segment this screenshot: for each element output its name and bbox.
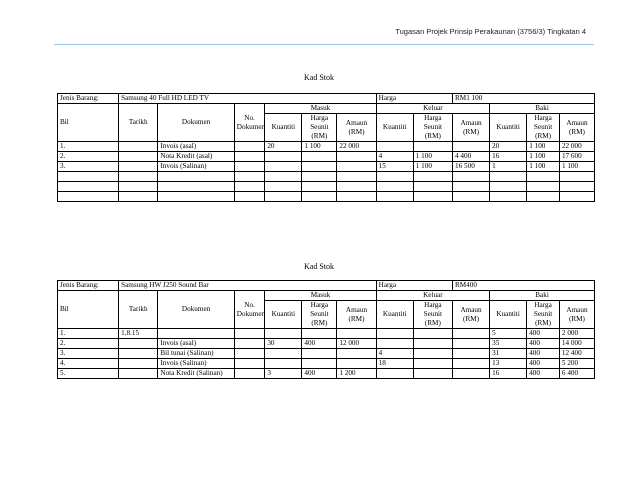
table-cell	[265, 182, 302, 192]
col-header-no-dokumen: No. Dokumen	[234, 291, 265, 329]
table-cell: 17 600	[559, 152, 594, 162]
table-cell: Invois (Salinan)	[158, 359, 234, 369]
table-cell	[453, 339, 490, 349]
table-cell: 2.	[58, 339, 119, 349]
table-cell: 4	[376, 349, 413, 359]
table-cell	[265, 152, 302, 162]
table-cell	[453, 359, 490, 369]
col-header-kuantiti: Kuantiti	[265, 114, 302, 142]
table-cell	[119, 192, 158, 202]
table-cell: 12 000	[337, 339, 376, 349]
table-cell	[302, 172, 337, 182]
table-cell	[376, 329, 413, 339]
col-header-kuantiti: Kuantiti	[265, 301, 302, 329]
table-cell	[559, 182, 594, 192]
document-header: Tugasan Projek Prinsip Perakaunan (3756/3) Tingkatan 4	[395, 27, 586, 36]
table-cell	[490, 192, 527, 202]
table-cell	[337, 192, 376, 202]
table-cell	[265, 329, 302, 339]
table-cell	[490, 182, 527, 192]
table-cell	[302, 329, 337, 339]
table-cell	[337, 172, 376, 182]
col-header-harga-seunit: Harga Seunit (RM)	[413, 114, 452, 142]
table-cell: 5	[490, 329, 527, 339]
table-cell: 20	[490, 142, 527, 152]
table-cell: 4	[376, 152, 413, 162]
col-header-amaun: Amaun (RM)	[559, 114, 594, 142]
table-cell: 400	[527, 359, 560, 369]
table-cell	[119, 182, 158, 192]
table-row	[58, 339, 595, 349]
table-cell	[527, 182, 560, 192]
item-info-row	[58, 281, 595, 291]
table-cell: 1.	[58, 142, 119, 152]
table-cell: 14 000	[559, 339, 594, 349]
col-header-kuantiti: Kuantiti	[490, 301, 527, 329]
table-cell	[265, 192, 302, 202]
table-cell	[234, 349, 265, 359]
col-header-amaun: Amaun (RM)	[453, 114, 490, 142]
table-cell	[234, 329, 265, 339]
col-header-harga-seunit: Harga Seunit (RM)	[302, 114, 337, 142]
table-cell	[413, 349, 452, 359]
table-cell	[413, 142, 452, 152]
table-cell: 15	[376, 162, 413, 172]
table-cell: 1 200	[337, 369, 376, 379]
table-cell: Invois (Salinan)	[158, 162, 234, 172]
table-cell	[559, 192, 594, 202]
table-cell	[490, 172, 527, 182]
table-cell	[265, 172, 302, 182]
table-row	[58, 142, 595, 152]
item-info-row	[58, 94, 595, 104]
table-cell	[413, 369, 452, 379]
table-cell: 20	[265, 142, 302, 152]
table-cell	[119, 359, 158, 369]
table-cell	[527, 192, 560, 202]
table-cell: 1 100	[302, 142, 337, 152]
table-cell: 1 100	[413, 162, 452, 172]
table-cell	[453, 349, 490, 359]
harga-label: Harga	[376, 94, 452, 104]
table-cell	[337, 329, 376, 339]
table-cell: 2.	[58, 152, 119, 162]
group-header-row	[58, 291, 595, 301]
card-title: Kad Stok	[304, 262, 334, 271]
group-header-row	[58, 104, 595, 114]
table-cell	[265, 162, 302, 172]
table-cell: 4 400	[453, 152, 490, 162]
table-cell	[413, 172, 452, 182]
table-cell	[119, 369, 158, 379]
col-header-tarikh: Tarikh	[119, 104, 158, 142]
group-header-baki: Baki	[490, 104, 595, 114]
table-cell: 3	[265, 369, 302, 379]
table-cell	[234, 369, 265, 379]
table-cell	[265, 359, 302, 369]
table-cell	[234, 172, 265, 182]
col-header-amaun: Amaun (RM)	[337, 114, 376, 142]
table-cell	[302, 349, 337, 359]
table-cell	[58, 182, 119, 192]
table-cell	[302, 182, 337, 192]
table-cell	[158, 192, 234, 202]
table-cell	[234, 339, 265, 349]
col-header-harga-seunit: Harga Seunit (RM)	[302, 301, 337, 329]
table-cell	[413, 329, 452, 339]
table-cell	[337, 162, 376, 172]
item-price: RM400	[453, 281, 595, 291]
col-header-tarikh: Tarikh	[119, 291, 158, 329]
table-cell	[119, 349, 158, 359]
col-header-amaun: Amaun (RM)	[559, 301, 594, 329]
table-cell	[453, 172, 490, 182]
table-cell	[413, 182, 452, 192]
table-cell: 18	[376, 359, 413, 369]
table-cell: Bil tunai (Salinan)	[158, 349, 234, 359]
table-cell	[234, 162, 265, 172]
table-cell: 400	[527, 369, 560, 379]
table-cell	[234, 192, 265, 202]
group-header-masuk: Masuk	[265, 291, 376, 301]
col-header-harga-seunit: Harga Seunit (RM)	[413, 301, 452, 329]
table-cell	[337, 182, 376, 192]
table-row	[58, 192, 595, 202]
table-row	[58, 162, 595, 172]
table-cell	[453, 369, 490, 379]
header-divider	[54, 44, 594, 45]
col-header-kuantiti: Kuantiti	[490, 114, 527, 142]
group-header-keluar: Keluar	[376, 291, 489, 301]
table-row	[58, 182, 595, 192]
jenis-barang-label: Jenis Barang:	[58, 281, 119, 291]
table-cell	[119, 162, 158, 172]
table-cell: 400	[527, 329, 560, 339]
table-cell	[119, 152, 158, 162]
table-row	[58, 172, 595, 182]
table-cell	[376, 172, 413, 182]
table-cell: 3.	[58, 162, 119, 172]
card-title: Kad Stok	[304, 73, 334, 82]
col-header-dokumen: Dokumen	[158, 291, 234, 329]
table-cell	[119, 172, 158, 182]
group-header-baki: Baki	[490, 291, 595, 301]
col-header-amaun: Amaun (RM)	[453, 301, 490, 329]
table-cell	[337, 152, 376, 162]
table-cell: 1 100	[527, 142, 560, 152]
table-cell: 1 100	[527, 162, 560, 172]
table-cell: 6 400	[559, 369, 594, 379]
table-cell: 30	[265, 339, 302, 349]
table-cell	[453, 182, 490, 192]
table-cell	[376, 192, 413, 202]
table-row	[58, 152, 595, 162]
stock-card-table	[57, 93, 595, 202]
table-cell	[234, 359, 265, 369]
harga-label: Harga	[376, 281, 452, 291]
table-cell	[453, 329, 490, 339]
table-cell: Nota Kredit (Salinan)	[158, 369, 234, 379]
table-cell: 12 400	[559, 349, 594, 359]
table-cell	[234, 142, 265, 152]
table-cell: 35	[490, 339, 527, 349]
table-cell: 13	[490, 359, 527, 369]
table-cell	[158, 172, 234, 182]
table-cell: 1.	[58, 329, 119, 339]
col-header-harga-seunit: Harga Seunit (RM)	[527, 114, 560, 142]
table-row	[58, 369, 595, 379]
table-cell	[234, 152, 265, 162]
table-cell	[302, 152, 337, 162]
table-cell	[58, 192, 119, 202]
table-cell	[337, 359, 376, 369]
col-header-amaun: Amaun (RM)	[337, 301, 376, 329]
col-header-kuantiti: Kuantiti	[376, 114, 413, 142]
table-cell	[376, 369, 413, 379]
table-cell	[376, 339, 413, 349]
table-cell	[119, 339, 158, 349]
table-cell: 1.8.15	[119, 329, 158, 339]
table-cell	[527, 172, 560, 182]
table-cell	[559, 172, 594, 182]
group-header-keluar: Keluar	[376, 104, 489, 114]
col-header-dokumen: Dokumen	[158, 104, 234, 142]
table-cell	[413, 359, 452, 369]
table-row	[58, 359, 595, 369]
table-cell: 22 000	[559, 142, 594, 152]
col-header-harga-seunit: Harga Seunit (RM)	[527, 301, 560, 329]
table-cell	[158, 182, 234, 192]
table-cell: 16 500	[453, 162, 490, 172]
table-cell	[376, 142, 413, 152]
table-cell	[453, 142, 490, 152]
table-cell	[302, 192, 337, 202]
table-cell: 22 000	[337, 142, 376, 152]
col-header-no-dokumen: No. Dokumen	[234, 104, 265, 142]
col-header-bil: Bil	[58, 291, 119, 329]
stock-card-table	[57, 280, 595, 379]
table-cell: Nota Kredit (asal)	[158, 152, 234, 162]
table-cell	[158, 329, 234, 339]
table-cell	[58, 172, 119, 182]
table-row	[58, 349, 595, 359]
table-cell: 400	[302, 339, 337, 349]
table-cell	[234, 182, 265, 192]
table-cell: 1	[490, 162, 527, 172]
table-cell: 5.	[58, 369, 119, 379]
table-cell: 4.	[58, 359, 119, 369]
table-row	[58, 329, 595, 339]
table-cell	[302, 359, 337, 369]
table-cell: 400	[527, 349, 560, 359]
table-cell: 16	[490, 152, 527, 162]
table-cell	[453, 192, 490, 202]
item-name: Samsung HW J250 Sound Bar	[119, 281, 377, 291]
jenis-barang-label: Jenis Barang:	[58, 94, 119, 104]
table-cell: 16	[490, 369, 527, 379]
table-cell	[119, 142, 158, 152]
table-cell: 1 100	[559, 162, 594, 172]
table-cell	[413, 192, 452, 202]
table-cell: 3.	[58, 349, 119, 359]
table-cell	[413, 339, 452, 349]
table-cell	[302, 162, 337, 172]
item-name: Samsung 40 Full HD LED TV	[119, 94, 377, 104]
table-cell: 400	[527, 339, 560, 349]
table-cell: 400	[302, 369, 337, 379]
table-cell: Invois (asal)	[158, 339, 234, 349]
col-header-bil: Bil	[58, 104, 119, 142]
group-header-masuk: Masuk	[265, 104, 376, 114]
table-cell: 5 200	[559, 359, 594, 369]
table-cell: 31	[490, 349, 527, 359]
item-price: RM1 100	[453, 94, 595, 104]
table-cell	[337, 349, 376, 359]
table-cell: 2 000	[559, 329, 594, 339]
table-cell: 1 100	[527, 152, 560, 162]
table-cell	[376, 182, 413, 192]
col-header-kuantiti: Kuantiti	[376, 301, 413, 329]
table-cell: Invois (asal)	[158, 142, 234, 152]
table-cell	[265, 349, 302, 359]
table-cell: 1 100	[413, 152, 452, 162]
